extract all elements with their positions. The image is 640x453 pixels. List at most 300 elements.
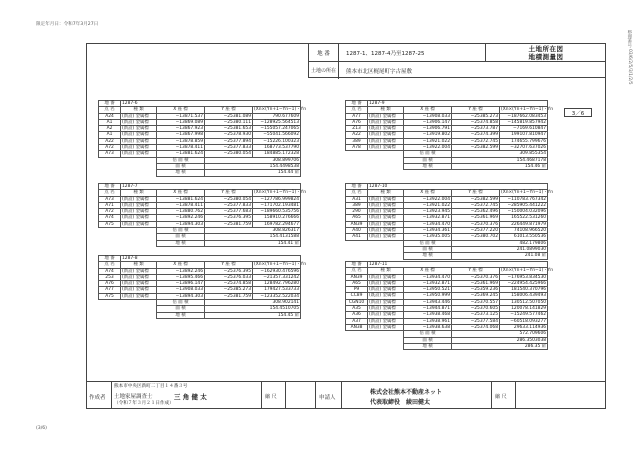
table-cell: (新設) 金属標 xyxy=(121,126,157,132)
table-cell: A74 xyxy=(99,268,121,274)
table-cell: −145819.857942 xyxy=(500,119,548,125)
table-cell: −25370.605 xyxy=(452,306,500,312)
applicant-seal-label-cell xyxy=(492,382,516,409)
totals-label: 面 積 xyxy=(157,163,205,169)
chiban-label: 地 番 xyxy=(309,44,339,61)
totals-value: 154.44 ㎡ xyxy=(205,170,301,176)
table-cell: Z13 xyxy=(346,126,368,132)
column-header: X 座 標 xyxy=(404,190,452,196)
table-cell: A72 xyxy=(99,145,121,151)
table-cell: A76 xyxy=(346,119,368,125)
table-cell: −25381.089 xyxy=(205,113,253,119)
column-header: Y 座 標 xyxy=(205,262,253,268)
table-cell: −13894.303 xyxy=(157,221,205,227)
table-cell: 179427.533733 xyxy=(253,287,301,293)
table-cell: −13923.945 xyxy=(404,209,452,215)
column-header: Y 座 標 xyxy=(205,190,253,196)
table-cell: (新設) 金属標 xyxy=(121,138,157,144)
table-cell: A40 xyxy=(346,228,368,234)
table-cell: A74 xyxy=(99,215,121,221)
table-cell: (新設) 金属標 xyxy=(368,234,404,240)
applicant-label: 申請人 xyxy=(319,395,336,401)
table-cell: (新設) 金属標 xyxy=(121,196,157,202)
table-cell: −13881.624 xyxy=(157,196,205,202)
column-header: X 座 標 xyxy=(404,107,452,113)
column-header: (Xn×(Yn+1−Yn−1)・Yn xyxy=(501,190,554,196)
table-cell: −25377.833 xyxy=(205,202,253,208)
table-cell: −13894.303 xyxy=(157,293,205,299)
table-cell: −25377.220 xyxy=(452,228,500,234)
page-marker: (3/6) xyxy=(36,426,47,431)
table-cell: −13896.147 xyxy=(157,281,205,287)
table-cell: −25381.759 xyxy=(205,293,253,299)
table-cell: 29633.114936 xyxy=(500,324,548,330)
table-cell: 253 xyxy=(99,274,121,280)
table-cell: A22 xyxy=(346,132,368,138)
table-cell: −25374.858 xyxy=(205,281,253,287)
totals-row xyxy=(99,240,301,246)
table-cell: −13938.961 xyxy=(404,318,452,324)
table-cell: −13878.859 xyxy=(157,138,205,144)
table-cell: −15249.577462 xyxy=(500,312,548,318)
table-row xyxy=(346,274,548,280)
column-header: Y 座 標 xyxy=(452,268,500,274)
coordinate-table xyxy=(98,183,307,247)
table-cell: −13935.005 xyxy=(404,234,452,240)
table-cell: −189660.535756 xyxy=(253,209,301,215)
totals-value: 154.4131588 xyxy=(205,234,301,240)
table-row xyxy=(99,215,301,221)
column-header: (Xn×(Yn+1−Yn−1)・Yn xyxy=(501,107,554,113)
table-cell: −13892.246 xyxy=(157,215,205,221)
column-header: Y 座 標 xyxy=(452,107,500,113)
table-row xyxy=(346,228,548,234)
table-cell: −25361.969 xyxy=(452,215,500,221)
table-cell: (新設) 金属標 xyxy=(121,221,157,227)
applicant-label-cell xyxy=(316,382,342,409)
table-cell: −25377.894 xyxy=(205,138,253,144)
table-row xyxy=(346,293,548,299)
totals-label: 面 積 xyxy=(157,234,205,240)
table-cell: −13938.468 xyxy=(404,312,452,318)
table-cell: −25380.054 xyxy=(205,151,253,157)
column-header: (Xn×(Yn+1−Yn−1)・Yn xyxy=(254,107,307,113)
table-cell: (新設) 金属標 xyxy=(368,145,404,151)
table-cell: A75 xyxy=(99,221,121,227)
header-box xyxy=(308,43,606,78)
table-cell: −13878.411 xyxy=(157,145,205,151)
author-label: 作成者 xyxy=(89,395,106,401)
table-cell: −25372.745 xyxy=(452,202,500,208)
table-cell: (新設) 金属標 xyxy=(121,202,157,208)
location-value: 熊本市北区梶尾町字古屋敷 xyxy=(346,69,413,75)
column-header: X 座 標 xyxy=(404,268,452,274)
table-cell: 165522.531260 xyxy=(500,215,548,221)
table-cell: 120078.141829 xyxy=(500,306,548,312)
totals-value: 154.4510705 xyxy=(205,306,301,312)
table-row xyxy=(346,234,548,240)
table-cell: −176953.834530 xyxy=(500,274,548,280)
table-cell: 169782.294677 xyxy=(253,221,301,227)
table-cell: 158910.276666 xyxy=(253,215,301,221)
table-cell: −25376.395 xyxy=(205,215,253,221)
table-cell: (新設) 金属標 xyxy=(368,324,404,330)
table-cell: (新設) 金属標 xyxy=(121,151,157,157)
table-cell: −25382.599 xyxy=(452,145,500,151)
table-cell: −25374.858 xyxy=(452,119,500,125)
lot-label: 地 番 xyxy=(99,256,121,262)
totals-value: 154.45 ㎡ xyxy=(205,312,301,318)
table-cell: 168773.537790 xyxy=(253,145,301,151)
footer xyxy=(86,381,606,409)
table-cell: (新設) 金属標 xyxy=(368,274,404,280)
table-cell: (新設) 金属標 xyxy=(368,299,404,305)
table-cell: 790.677609 xyxy=(253,113,301,119)
chiban-value: 1287-1、1287-4乃至1287-25 xyxy=(346,51,425,57)
lot-id: 1287-9 xyxy=(368,101,548,107)
table-cell: −25381.759 xyxy=(205,221,253,227)
table-cell: A72 xyxy=(99,209,121,215)
totals-label: 地 積 xyxy=(404,253,452,259)
table-cell: (新設) 金属標 xyxy=(121,287,157,293)
lot-label: 地 番 xyxy=(346,184,368,190)
table-cell: (新設) 金属標 xyxy=(121,281,157,287)
table-cell: −127786.999824 xyxy=(253,196,301,202)
table-row xyxy=(346,138,548,144)
column-header: (Xn×(Yn+1−Yn−1)・Yn xyxy=(501,268,554,274)
totals-label: 倍 面 積 xyxy=(157,300,205,306)
totals-label: 面 積 xyxy=(404,337,452,343)
author-label-cell xyxy=(86,382,112,409)
totals-label: 地 積 xyxy=(157,312,205,318)
table-cell: (新設) 金属標 xyxy=(368,287,404,293)
table-cell: 61013.550536 xyxy=(500,234,548,240)
table-cell: −25380.702 xyxy=(452,234,500,240)
table-cell: −13867.923 xyxy=(157,126,205,132)
table-cell: A2 xyxy=(99,126,121,132)
table-cell: −13922.004 xyxy=(404,196,452,202)
table-cell: −13908.033 xyxy=(404,113,452,119)
table-cell: −25372.745 xyxy=(452,138,500,144)
table-row xyxy=(346,299,548,305)
table-cell: −25361.969 xyxy=(452,280,500,286)
table-row xyxy=(99,274,301,280)
table-cell: −25359.236 xyxy=(452,287,500,293)
table-cell: −128925.564513 xyxy=(253,119,301,125)
header-chiban-row xyxy=(309,44,605,62)
totals-value: 241.08 ㎡ xyxy=(452,253,548,259)
table-cell: −15226.100323 xyxy=(253,138,301,144)
author-name: 三 角 健 太 xyxy=(174,393,207,401)
table-cell: −25374.399 xyxy=(452,132,500,138)
column-header: 点 名 xyxy=(99,190,121,196)
totals-row xyxy=(99,170,301,176)
table-cell: −13871.537 xyxy=(157,113,205,119)
table-cell: (新設) 金属標 xyxy=(121,113,157,119)
table-cell: −13881.624 xyxy=(157,151,205,157)
table-cell: −13943.446 xyxy=(404,299,452,305)
totals-label: 面 積 xyxy=(404,246,452,252)
totals-value: 308.899706 xyxy=(205,157,301,163)
table-row xyxy=(346,318,548,324)
table-row xyxy=(99,221,301,227)
table-cell: −21357.331242 xyxy=(253,274,301,280)
table-cell: −25377.584 xyxy=(452,318,500,324)
totals-value: 482.179806 xyxy=(452,240,548,246)
table-cell: 158006.439493 xyxy=(500,293,548,299)
totals-value: 309.855354 xyxy=(452,151,548,157)
coordinate-table xyxy=(345,261,554,350)
lot-label: 地 番 xyxy=(99,184,121,190)
totals-value: 286.3503038 xyxy=(452,337,548,343)
table-cell: AN38 xyxy=(346,324,368,330)
column-header: 種 類 xyxy=(121,190,157,196)
table-cell: A1 xyxy=(99,132,121,138)
table-cell: −32707.637026 xyxy=(500,145,548,151)
table-cell: −25374.068 xyxy=(452,324,500,330)
table-cell: −13932.871 xyxy=(404,280,452,286)
table-cell: (新設) 金属標 xyxy=(368,209,404,215)
table-row xyxy=(346,306,548,312)
table-row xyxy=(99,268,301,274)
applicant-seal-label: 縮 尺 xyxy=(495,394,507,400)
column-header: Y 座 標 xyxy=(452,190,500,196)
table-cell: A73 xyxy=(99,196,121,202)
table-cell: −25370.557 xyxy=(452,299,500,305)
table-row xyxy=(99,287,301,293)
table-cell: CGN10 xyxy=(346,299,368,305)
column-header: 点 名 xyxy=(346,107,368,113)
table-cell: (新設) 金属標 xyxy=(368,215,404,221)
table-row xyxy=(346,196,548,202)
table-row xyxy=(346,145,548,151)
column-header: 点 名 xyxy=(99,262,121,268)
table-cell: −25370.376 xyxy=(452,274,500,280)
totals-label: 地 積 xyxy=(404,163,452,169)
column-header: X 座 標 xyxy=(157,107,205,113)
table-cell: −13906.791 xyxy=(404,126,452,132)
table-cell: A71 xyxy=(99,202,121,208)
table-row xyxy=(346,324,548,330)
author-date: （令和７年３月２１日作成） xyxy=(114,401,174,406)
totals-label: 面 積 xyxy=(404,157,452,163)
table-cell: CC89 xyxy=(346,293,368,299)
table-row xyxy=(346,119,548,125)
table-cell: −25376.033 xyxy=(205,274,253,280)
totals-value: 572.709606 xyxy=(452,331,548,337)
column-header: 種 類 xyxy=(368,190,404,196)
table-cell: −13932.871 xyxy=(404,215,452,221)
table-cell: −13906.147 xyxy=(404,119,452,125)
column-header: 点 名 xyxy=(99,107,121,113)
table-cell: A24 xyxy=(99,113,121,119)
table-cell: (新設) 金属標 xyxy=(121,119,157,125)
table-cell: (新設) 金属標 xyxy=(121,293,157,299)
totals-label: 倍 面 積 xyxy=(404,331,452,337)
table-cell: (新設) 金属標 xyxy=(121,215,157,221)
column-header: 種 類 xyxy=(368,107,404,113)
table-cell: −123352.522034 xyxy=(253,293,301,299)
table-cell: 226449.871979 xyxy=(500,221,548,227)
table-cell: −13921.022 xyxy=(404,138,452,144)
table-row xyxy=(346,280,548,286)
table-row xyxy=(99,119,301,125)
coordinate-table xyxy=(98,100,307,177)
table-row xyxy=(346,113,548,119)
table-cell: (新設) 金属標 xyxy=(368,202,404,208)
title-line1: 土地所在図 xyxy=(528,45,564,53)
table-cell: 389 xyxy=(346,138,368,144)
table-row xyxy=(346,221,548,227)
column-header: 点 名 xyxy=(346,190,368,196)
table-cell: (新設) 金属標 xyxy=(121,268,157,274)
table-row xyxy=(99,138,301,144)
table-cell: (新設) 金属標 xyxy=(121,209,157,215)
column-header: X 座 標 xyxy=(157,190,205,196)
table-cell: −13880.762 xyxy=(157,209,205,215)
table-cell: A31 xyxy=(346,196,368,202)
table-cell: A37 xyxy=(346,318,368,324)
table-cell: −25378.930 xyxy=(205,132,253,138)
column-header: Y 座 標 xyxy=(205,107,253,113)
table-cell: −13878.411 xyxy=(157,202,205,208)
table-cell: −25380.111 xyxy=(205,119,253,125)
table-cell: −285905.441222 xyxy=(500,202,548,208)
table-cell: A76 xyxy=(99,281,121,287)
author-seal-label-cell xyxy=(262,382,286,409)
applicant-company: 株式会社熊本不動産ネット xyxy=(370,389,443,396)
table-cell: −25373.125 xyxy=(452,312,500,318)
author-info-cell xyxy=(112,382,262,409)
column-header: (Xn×(Yn+1−Yn−1)・Yn xyxy=(254,190,307,196)
lot-id: 1287-8 xyxy=(121,256,301,262)
table-cell: A78 xyxy=(346,145,368,151)
print-date: 限定年月日：令和7年3月27日 xyxy=(36,22,99,27)
table-cell: (新設) 金属標 xyxy=(368,138,404,144)
table-row xyxy=(346,215,548,221)
table-cell: −60518.093277 xyxy=(500,318,548,324)
table-cell: P9 xyxy=(346,287,368,293)
table-cell: −13919.802 xyxy=(404,132,452,138)
table-cell: A22 xyxy=(99,138,121,144)
table-cell: −13944.871 xyxy=(404,306,452,312)
author-seal-cell xyxy=(286,382,316,409)
totals-row xyxy=(346,253,548,259)
table-row xyxy=(99,293,301,299)
table-cell: 184885.172328 xyxy=(253,151,301,157)
totals-label: 地 積 xyxy=(157,170,205,176)
table-cell: −13869.089 xyxy=(157,119,205,125)
table-cell: −25376.395 xyxy=(205,268,253,274)
table-cell: (既設) 金属標 xyxy=(368,293,404,299)
column-header: 種 類 xyxy=(121,262,157,268)
totals-label: 倍 面 積 xyxy=(404,240,452,246)
document-title xyxy=(485,45,607,61)
table-cell: (新設) 金属標 xyxy=(368,221,404,227)
table-row xyxy=(346,132,548,138)
totals-row xyxy=(99,312,301,318)
table-cell: −25385.273 xyxy=(452,113,500,119)
table-cell: (既設) 金属標 xyxy=(368,126,404,132)
lot-id: 1287-7 xyxy=(121,184,301,190)
table-cell: −13867.998 xyxy=(157,132,205,138)
table-cell: A73 xyxy=(99,151,121,157)
table-cell: (新設) 金属標 xyxy=(121,274,157,280)
table-cell: A1 xyxy=(99,119,121,125)
table-cell: A75 xyxy=(99,293,121,299)
table-cell: −25382.599 xyxy=(452,196,500,202)
table-cell: A36 xyxy=(346,312,368,318)
totals-value: 154.41 ㎡ xyxy=(205,240,301,246)
author-seal-label: 縮 尺 xyxy=(265,394,277,400)
table-row xyxy=(99,132,301,138)
totals-label: 倍 面 積 xyxy=(404,151,452,157)
table-cell: −13895.466 xyxy=(157,274,205,280)
header-location-row xyxy=(309,62,605,79)
column-header: 点 名 xyxy=(346,268,368,274)
table-cell: (新設) 金属標 xyxy=(368,196,404,202)
table-row xyxy=(99,202,301,208)
table-cell: −13922.004 xyxy=(404,145,452,151)
totals-value: 241.0899030 xyxy=(452,246,548,252)
table-cell: 128492.796280 xyxy=(253,281,301,287)
coordinate-table xyxy=(345,183,554,260)
title-line2: 地積測量図 xyxy=(528,53,564,61)
table-cell: −25377.683 xyxy=(205,209,253,215)
table-cell: 130512.507050 xyxy=(500,299,548,305)
lot-id: 1287-10 xyxy=(368,184,548,190)
table-cell: A35 xyxy=(346,306,368,312)
totals-value: 154.46 ㎡ xyxy=(452,163,548,169)
author-address: 熊本市中央区新町二丁目１４番３号 xyxy=(114,384,188,389)
table-cell: −25385.273 xyxy=(205,287,253,293)
table-cell: A65 xyxy=(346,215,368,221)
table-cell: −13908.033 xyxy=(157,287,205,293)
table-cell: −25373.787 xyxy=(452,126,500,132)
table-cell: −187662.083453 xyxy=(500,113,548,119)
table-cell: −13934.470 xyxy=(404,274,452,280)
totals-value: 308.826317 xyxy=(205,228,301,234)
table-cell: (新設) 金属標 xyxy=(368,119,404,125)
totals-value: 154.4498538 xyxy=(205,163,301,169)
table-cell: −162930.476596 xyxy=(253,268,301,274)
totals-label: 面 積 xyxy=(157,306,205,312)
table-cell: −55041.566092 xyxy=(253,132,301,138)
table-row xyxy=(346,312,548,318)
table-cell: 74108.966520 xyxy=(500,228,548,234)
table-cell: (新設) 金属標 xyxy=(121,132,157,138)
table-cell: −25380.054 xyxy=(205,196,253,202)
table-cell: −110783.767342 xyxy=(500,196,548,202)
author-title: 土地家屋調査士 xyxy=(114,394,153,400)
table-row xyxy=(99,145,301,151)
table-row xyxy=(99,151,301,157)
table-cell: A77 xyxy=(99,287,121,293)
table-cell: −13938.638 xyxy=(404,324,452,330)
totals-label: 倍 面 積 xyxy=(157,228,205,234)
totals-value: 286.35 ㎡ xyxy=(452,343,548,349)
table-cell: 174655.799676 xyxy=(500,138,548,144)
table-cell: −13892.246 xyxy=(157,268,205,274)
totals-label: 倍 面 積 xyxy=(157,157,205,163)
table-cell: −7169.610847 xyxy=(500,126,548,132)
table-cell: A41 xyxy=(346,234,368,240)
table-cell: (新設) 金属標 xyxy=(121,145,157,151)
column-header: (Xn×(Yn+1−Yn−1)・Yn xyxy=(254,262,307,268)
lot-label: 地 番 xyxy=(346,101,368,107)
table-cell: −25362.496 xyxy=(452,209,500,215)
coordinate-table xyxy=(98,255,307,319)
